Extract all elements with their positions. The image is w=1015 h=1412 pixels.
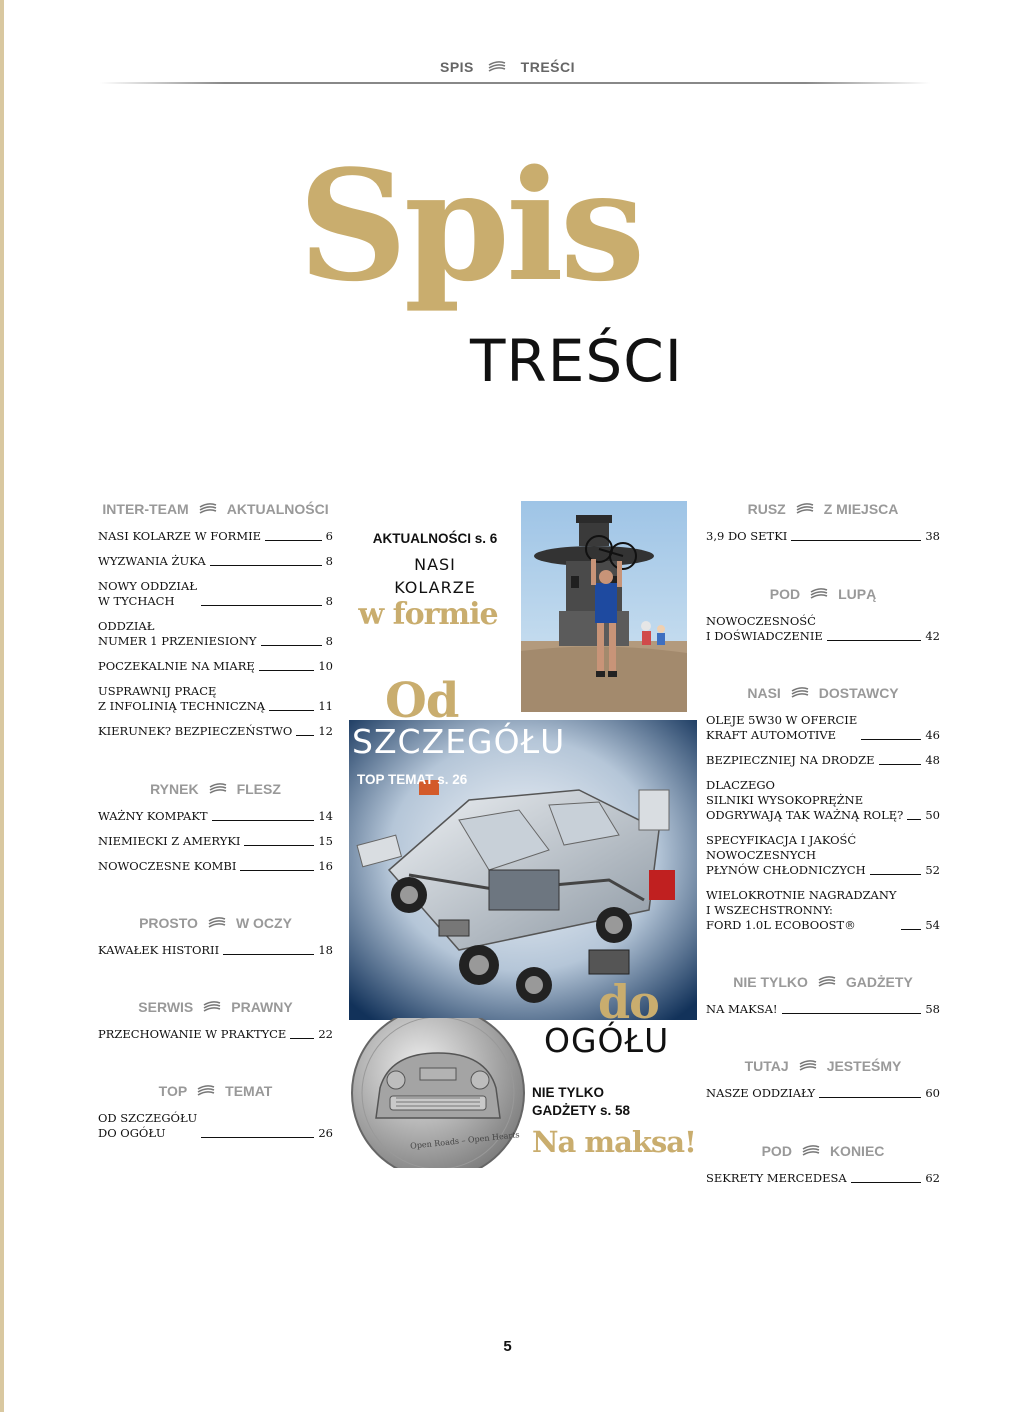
page-number: 5 [503,1338,512,1355]
toc-entry-page: 60 [925,1086,940,1101]
toc-entry[interactable] [98,943,333,958]
section-heading-left: PROSTO [139,914,198,931]
section-heading-right: AKTUALNOŚCI [226,501,329,518]
section-heading [98,998,333,1015]
feature-top-od: Od [385,673,459,729]
toc-leader-line [240,870,314,871]
feature-top-ogolu: OGÓŁU [544,1021,670,1060]
toc-leader-line [290,1038,314,1039]
toc-leader-line [269,710,314,711]
section-heading-left: POD [769,585,801,602]
header-right: TREŚCI [520,59,576,76]
brand-logo-icon [791,686,809,700]
toc-leader-line [244,845,314,846]
toc-left-column [98,500,333,1151]
toc-entry-title: WIELOKROTNIE NAGRADZANY I WSZECHSTRONNY: FORD 1.0L ECOBOOST® [706,887,897,932]
toc-entry-title: WYZWANIA ŻUKA [98,554,206,569]
toc-entry-page: 54 [925,917,940,932]
toc-entry-title: SPECYFIKACJA I JAKOŚĆ NOWOCZESNYCH PŁYNÓW CHŁODNICZYCH [706,832,866,877]
section-heading [706,684,940,701]
feature-gadzety-line2: GADŻETY s. 58 [532,1103,631,1118]
section-heading-right: DOSTAWCY [818,684,899,701]
toc-entry[interactable] [98,659,333,674]
toc-entry-title: NASZE ODDZIAŁY [706,1086,816,1101]
section-heading-left: POD [761,1142,792,1159]
toc-entry[interactable] [98,724,333,739]
toc-leader-line [870,874,922,875]
header-rule [100,82,930,84]
toc-leader-line [791,540,921,541]
toc-entry-title: POCZEKALNIE NA MIARĘ [98,659,255,674]
toc-entry-page: 48 [925,752,940,767]
brand-logo-icon [799,1059,817,1073]
section-heading-right: PRAWNY [231,999,293,1016]
brand-logo-icon [209,782,227,796]
toc-entry-page: 62 [925,1170,940,1185]
section-heading-left: INTER-TEAM [102,501,189,518]
section-heading [98,914,333,931]
page-edge [0,0,4,1412]
section-heading-left: SERWIS [138,999,194,1016]
toc-entry[interactable] [98,529,333,544]
section-heading [98,500,333,517]
cyclist-photo [521,501,687,712]
toc-entry-page: 38 [925,529,940,544]
section-heading-right: LUPĄ [838,585,877,602]
toc-entry-title: NA MAKSA! [706,1002,778,1017]
brand-logo-icon [203,1000,221,1014]
toc-entry[interactable] [706,778,940,823]
section-heading-right: KONIEC [829,1142,885,1159]
toc-entry-title: NOWOCZESNE KOMBI [98,858,237,873]
section-heading-left: NIE TYLKO [733,974,808,991]
toc-entry[interactable] [706,713,940,743]
toc-leader-line [259,670,315,671]
toc-entry[interactable] [706,1171,940,1186]
toc-entry[interactable] [706,614,940,644]
section-heading-right: W OCZY [235,914,292,931]
toc-leader-line [907,819,921,820]
section-heading-right: TEMAT [225,1083,273,1100]
toc-entry-title: USPRAWNIJ PRACĘ Z INFOLINIĄ TECHNICZNĄ [98,684,266,714]
toc-entry-page: 26 [318,1126,333,1141]
toc-leader-line [223,954,314,955]
toc-entry-title: NIEMIECKI Z AMERYKI [98,833,241,848]
toc-entry[interactable] [98,684,333,714]
toc-entry-title: NOWY ODDZIAŁ W TYCHACH [98,579,197,609]
section-heading [98,779,333,796]
toc-entry-page: 16 [318,858,333,873]
coin-image [350,1018,526,1168]
feature-aktualnosci-line2: KOLARZE [394,578,476,597]
section-gap [706,1027,940,1057]
toc-leader-line [201,605,322,606]
toc-entry[interactable] [706,1002,940,1017]
toc-leader-line [210,565,322,566]
toc-entry[interactable] [98,859,333,874]
toc-entry-title: WAŻNY KOMPAKT [98,808,208,823]
toc-leader-line [201,1137,314,1138]
section-heading-left: NASI [747,684,781,701]
toc-leader-line [261,645,322,646]
section-heading-left: TUTAJ [744,1058,789,1075]
section-gap [98,749,333,779]
toc-entry-title: 3,9 DO SETKI [706,529,788,544]
section-heading-right: JESTEŚMY [826,1058,902,1075]
feature-top-do: do [598,975,659,1029]
toc-entry[interactable] [706,1086,940,1101]
toc-entry-page: 10 [318,659,333,674]
toc-entry[interactable] [706,833,940,878]
page-title-tresci: TREŚCI [470,327,683,395]
toc-leader-line [819,1097,921,1098]
section-heading-left: TOP [158,1083,188,1100]
section-gap [98,968,333,998]
toc-entry-page: 8 [325,594,333,609]
section-heading [706,584,940,601]
brand-logo-icon [197,1084,215,1098]
section-gap [98,884,333,914]
brand-logo-icon [796,502,814,516]
coin-text: Open Roads – Open Hearts [409,1130,520,1151]
section-gap [706,554,940,584]
toc-entry-page: 14 [318,808,333,823]
section-gap [706,943,940,973]
toc-entry-title: OD SZCZEGÓŁU DO OGÓŁU [98,1111,198,1141]
section-heading [706,1057,940,1074]
toc-entry-page: 11 [318,699,333,714]
toc-entry-page: 58 [925,1002,940,1017]
feature-top-szczegolu: SZCZEGÓŁU [352,722,566,761]
section-gap [706,654,940,684]
toc-entry[interactable] [706,529,940,544]
toc-entry-page: 15 [318,833,333,848]
toc-entry-page: 18 [318,942,333,957]
toc-entry[interactable] [98,579,333,609]
toc-entry-title: ODDZIAŁ NUMER 1 PRZENIESIONY [98,619,257,649]
feature-gadzety-line1: NIE TYLKO [532,1085,605,1100]
toc-entry-page: 12 [318,724,333,739]
toc-entry[interactable] [706,753,940,768]
toc-entry-title: KIERUNEK? BEZPIECZEŃSTWO [98,724,293,739]
toc-entry-title: NASI KOLARZE W FORMIE [98,529,262,544]
feature-aktualnosci-gold: w formie [358,597,498,632]
header-left: SPIS [439,59,474,76]
page-title-spis: Spis [298,136,642,315]
brand-logo-icon [199,502,217,516]
toc-entry[interactable] [98,809,333,824]
toc-leader-line [782,1013,922,1014]
toc-leader-line [901,929,922,930]
feature-top-label: TOP TEMAT s. 26 [357,772,468,787]
section-gap [706,1111,940,1141]
toc-entry[interactable] [98,619,333,649]
section-heading [706,500,940,517]
brand-logo-icon [802,1144,820,1158]
section-heading [98,1082,333,1099]
section-heading-right: GADŻETY [845,974,913,991]
toc-entry-page: 22 [318,1027,333,1042]
toc-entry-page: 42 [925,628,940,643]
brand-logo-icon [488,60,506,74]
feature-aktualnosci-line1: NASI [414,555,456,574]
toc-entry-page: 6 [325,529,333,544]
section-heading-left: RYNEK [150,780,199,797]
running-header [0,58,1015,75]
toc-entry[interactable] [98,554,333,569]
toc-entry-title: SEKRETY MERCEDESA [706,1170,847,1185]
feature-gadzety-gold: Na maksa! [532,1125,696,1159]
brand-logo-icon [208,916,226,930]
toc-right-column [706,500,940,1196]
toc-entry[interactable] [98,834,333,849]
section-gap [98,1052,333,1082]
toc-entry-title: PRZECHOWANIE W PRAKTYCE [98,1027,287,1042]
section-heading-right: FLESZ [236,780,281,797]
toc-leader-line [212,820,315,821]
toc-leader-line [296,735,314,736]
section-heading [706,973,940,990]
toc-entry-title: BEZPIECZNIEJ NA DRODZE [706,752,875,767]
toc-entry-page: 50 [925,807,940,822]
toc-entry-page: 8 [325,554,333,569]
toc-entry[interactable] [98,1027,333,1042]
toc-leader-line [879,764,922,765]
toc-entry-title: NOWOCZESNOŚĆ I DOŚWIADCZENIE [706,613,823,643]
toc-entry-title: OLEJE 5W30 W OFERCIE KRAFT AUTOMOTIVE [706,712,858,742]
toc-entry-page: 8 [325,634,333,649]
toc-leader-line [851,1182,922,1183]
toc-entry-title: KAWAŁEK HISTORII [98,942,220,957]
toc-entry-page: 52 [925,862,940,877]
section-heading-left: RUSZ [747,501,786,518]
toc-leader-line [265,540,322,541]
section-heading [706,1141,940,1158]
toc-entry[interactable] [98,1111,333,1141]
toc-entry-title: DLACZEGO SILNIKI WYSOKOPRĘŻNE ODGRYWAJĄ TAK WAŻNĄ ROLĘ? [706,777,904,822]
brand-logo-icon [810,587,828,601]
toc-leader-line [827,640,922,641]
brand-logo-icon [818,975,836,989]
section-heading-right: Z MIEJSCA [823,501,899,518]
feature-aktualnosci-label: AKTUALNOŚCI s. 6 [372,531,498,546]
toc-entry[interactable] [706,888,940,933]
toc-entry-page: 46 [925,727,940,742]
toc-leader-line [861,739,921,740]
